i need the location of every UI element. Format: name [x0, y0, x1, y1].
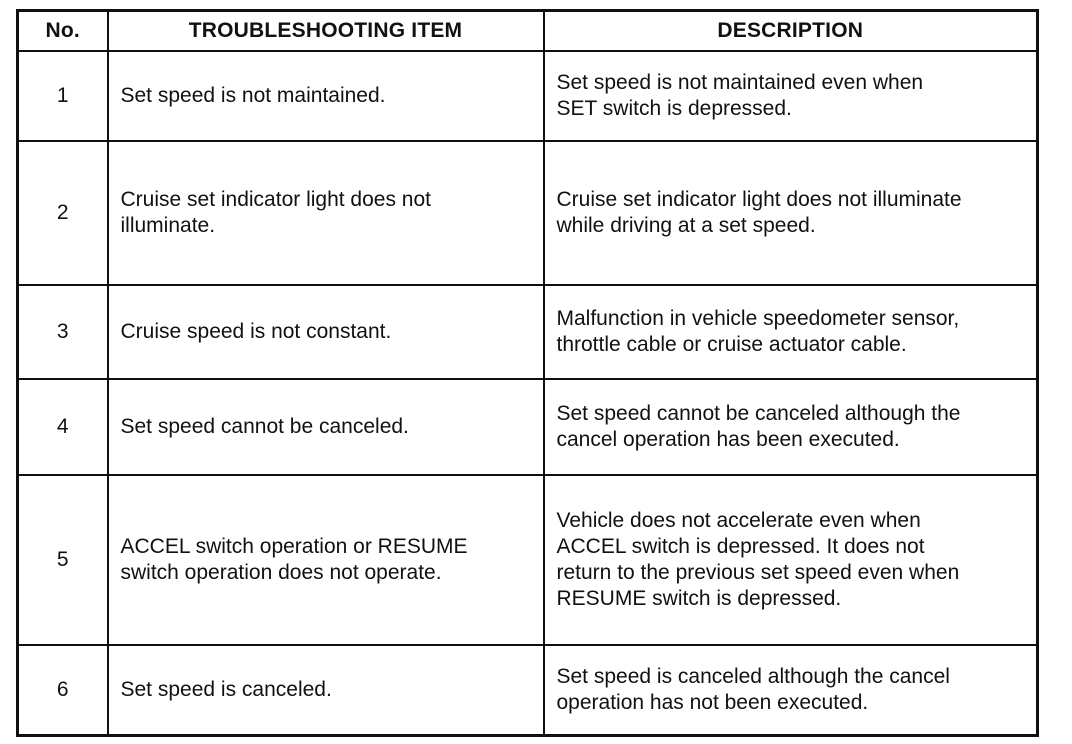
description-line: throttle cable or cruise actuator cable. — [556, 333, 907, 356]
troubleshooting-item-cell — [108, 141, 544, 285]
row-number: 1 — [18, 51, 108, 141]
troubleshooting-item-cell — [108, 645, 544, 736]
item-line: Cruise speed is not constant. — [120, 320, 392, 343]
troubleshooting-table — [16, 9, 1039, 737]
row-number: 3 — [18, 285, 108, 379]
table-row — [18, 645, 1038, 736]
header-row — [18, 11, 1038, 52]
table-row — [18, 141, 1038, 285]
row-number: 4 — [18, 379, 108, 475]
description-cell — [544, 645, 1038, 736]
troubleshooting-item-cell — [108, 379, 544, 475]
description-cell — [544, 285, 1038, 379]
row-number: 5 — [18, 475, 108, 645]
description-line: Set speed cannot be canceled although the — [556, 402, 961, 425]
description-line: Set speed is not maintained even when — [556, 71, 924, 94]
description-line: RESUME switch is depressed. — [556, 587, 842, 610]
item-line: ACCEL switch operation or RESUME — [120, 535, 468, 558]
troubleshooting-item-cell — [108, 475, 544, 645]
description-cell — [544, 51, 1038, 141]
description-line: while driving at a set speed. — [556, 214, 816, 237]
description-line: cancel operation has been executed. — [556, 428, 900, 451]
table-row — [18, 475, 1038, 645]
description-line: operation has not been executed. — [556, 691, 869, 714]
description-line: Cruise set indicator light does not illuminate — [556, 188, 962, 211]
description-line: SET switch is depressed. — [556, 97, 792, 120]
item-line: Set speed is canceled. — [120, 678, 332, 701]
table-row — [18, 285, 1038, 379]
table-row — [18, 51, 1038, 141]
description-cell — [544, 475, 1038, 645]
description-line: ACCEL switch is depressed. It does not — [556, 535, 925, 558]
header-description: DESCRIPTION — [544, 11, 1038, 52]
description-line: return to the previous set speed even when — [556, 561, 960, 584]
description-line: Malfunction in vehicle speedometer sensor, — [556, 307, 960, 330]
row-number: 6 — [18, 645, 108, 736]
description-cell — [544, 379, 1038, 475]
troubleshooting-item-cell — [108, 285, 544, 379]
item-line: Cruise set indicator light does not — [120, 188, 431, 211]
item-line: Set speed is not maintained. — [120, 84, 386, 107]
description-line: Set speed is canceled although the cancel — [556, 665, 950, 688]
troubleshooting-item-cell — [108, 51, 544, 141]
description-cell — [544, 141, 1038, 285]
item-line: illuminate. — [120, 214, 216, 237]
item-line: switch operation does not operate. — [120, 561, 442, 584]
description-line: Vehicle does not accelerate even when — [556, 509, 921, 532]
header-no: No. — [18, 11, 108, 52]
header-troubleshooting-item: TROUBLESHOOTING ITEM — [108, 11, 544, 52]
row-number: 2 — [18, 141, 108, 285]
table-row — [18, 379, 1038, 475]
item-line: Set speed cannot be canceled. — [120, 415, 409, 438]
